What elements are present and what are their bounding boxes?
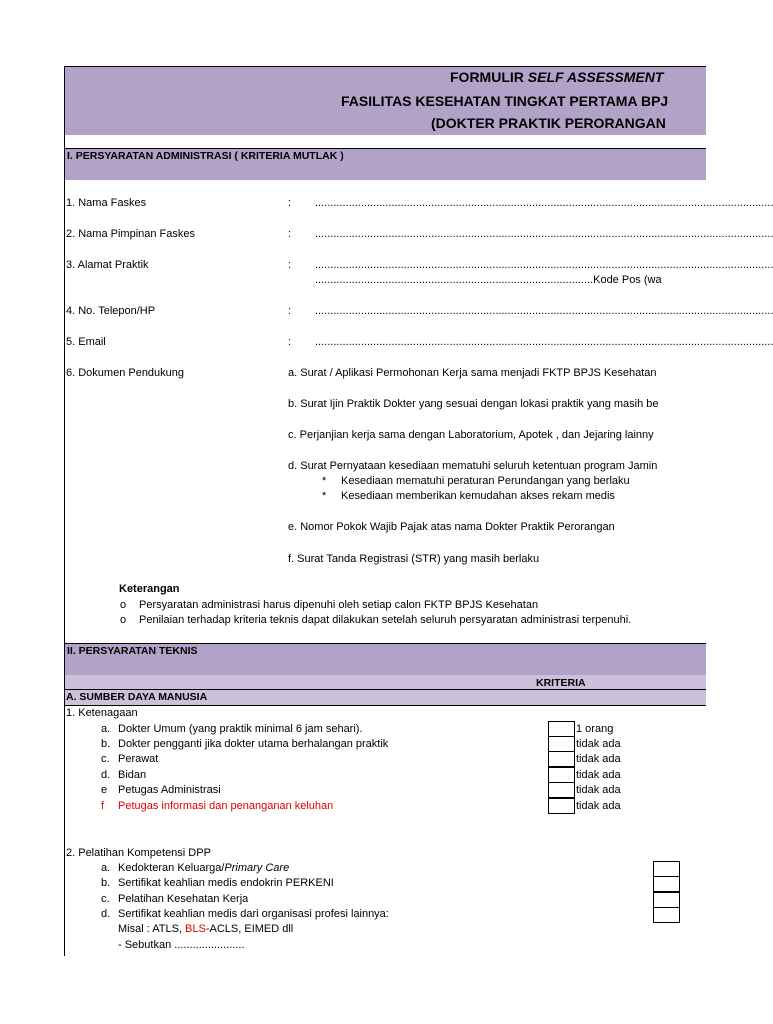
field-input-nama-faskes[interactable]: ...................................................................................................................................................... — [315, 197, 773, 209]
misal-bls: BLS — [185, 923, 206, 935]
bullet-star: * — [322, 475, 327, 487]
note-bullet: o — [120, 599, 127, 611]
sheet-left-border — [64, 66, 65, 956]
value-dokter-umum: 1 orang — [576, 723, 614, 735]
bullet-star: * — [322, 490, 327, 502]
doc-item-a: a. Surat / Aplikasi Permohonan Kerja sama menjadi FKTP BPJS Kesehatan — [288, 367, 657, 379]
ketenagaan-perawat: Perawat — [118, 753, 159, 765]
field-label-nama-pimpinan: 2. Nama Pimpinan Faskes — [66, 228, 195, 240]
pelatihan-title: 2. Pelatihan Kompetensi DPP — [66, 847, 211, 859]
field-colon: : — [288, 259, 292, 271]
field-label-email: 5. Email — [66, 336, 106, 348]
field-label-telepon: 4. No. Telepon/HP — [66, 305, 156, 317]
subsection-a-top-line — [65, 689, 706, 690]
field-label-nama-faskes: 1. Nama Faskes — [66, 197, 147, 209]
field-colon: : — [288, 336, 292, 348]
form-header — [65, 66, 706, 135]
field-label-alamat: 3. Alamat Praktik — [66, 259, 149, 271]
field-input-nama-pimpinan[interactable]: ...................................................................................................................................................... — [315, 228, 773, 240]
field-input-alamat[interactable]: ...................................................................................................................................................... — [315, 259, 773, 271]
form-title-line1 — [450, 69, 663, 85]
subsection-a-title: A. SUMBER DAYA MANUSIA — [66, 691, 208, 703]
pelatihan-organisasi-profesi: Sertifikat keahlian medis dari organisasi profesi lainnya: — [118, 908, 389, 920]
subsection-a-bottom-line — [65, 705, 706, 706]
ketenagaan-dokter-pengganti: Dokter pengganti jika dokter utama berhalangan praktik — [118, 738, 389, 750]
value-perawat: tidak ada — [576, 753, 621, 765]
ketenagaan-petugas-administrasi: Petugas Administrasi — [118, 784, 221, 796]
checkbox-dokter-umum[interactable] — [548, 721, 575, 737]
doc-item-d: d. Surat Pernyataan kesediaan mematuhi seluruh ketentuan program Jamin — [288, 460, 658, 472]
row-letter: b. — [101, 738, 111, 750]
pelatihan-a-italic: Primary Care — [224, 862, 290, 874]
pelatihan-a-text: Kedokteran Keluarga/ — [118, 862, 225, 874]
checkbox-bidan[interactable] — [548, 767, 575, 783]
field-input-telepon[interactable]: ...................................................................................................................................................... — [315, 305, 773, 317]
field-input-email[interactable]: ...................................................................................................................................................... — [315, 336, 773, 348]
section1-header — [65, 149, 706, 180]
section2-header — [65, 644, 706, 675]
ketenagaan-bidan: Bidan — [118, 769, 147, 781]
form-title-line2: FASILITAS KESEHATAN TINGKAT PERTAMA BPJ — [341, 93, 669, 109]
pelatihan-perkeni: Sertifikat keahlian medis endokrin PERKENI — [118, 877, 334, 889]
doc-item-f: f. Surat Tanda Registrasi (STR) yang masih berlaku — [288, 553, 540, 565]
doc-item-c: c. Perjanjian kerja sama dengan Laboratorium, Apotek , dan Jejaring lainny — [288, 429, 654, 441]
row-letter: d. — [101, 769, 111, 781]
checkbox-dokter-pengganti[interactable] — [548, 736, 575, 752]
value-bidan: tidak ada — [576, 769, 621, 781]
checkbox-perawat[interactable] — [548, 751, 575, 767]
row-letter: c. — [101, 753, 110, 765]
checkbox-pelatihan-d[interactable] — [653, 907, 680, 923]
field-colon: : — [288, 305, 292, 317]
value-dokter-pengganti: tidak ada — [576, 738, 621, 750]
row-letter: a. — [101, 723, 111, 735]
checkbox-pelatihan-a[interactable] — [653, 861, 680, 877]
value-petugas-administrasi: tidak ada — [576, 784, 621, 796]
docs-label: 6. Dokumen Pendukung — [66, 367, 185, 379]
form-title-line3: (DOKTER PRAKTIK PERORANGAN — [431, 115, 666, 131]
doc-item-e: e. Nomor Pokok Wajib Pajak atas nama Dokter Praktik Perorangan — [288, 521, 615, 533]
doc-item-b: b. Surat Ijin Praktik Dokter yang sesuai dengan lokasi praktik yang masih be — [288, 398, 659, 410]
checkbox-pelatihan-c[interactable] — [653, 892, 680, 908]
title-italic: SELF ASSESSMENT — [527, 69, 664, 85]
row-letter: c. — [101, 893, 110, 905]
note-title: Keterangan — [119, 583, 180, 595]
kriteria-header: KRITERIA — [536, 677, 586, 689]
pelatihan-misal — [118, 923, 293, 935]
misal-suffix: -ACLS, EIMED dll — [205, 923, 294, 935]
ketenagaan-title: 1. Ketenagaan — [66, 707, 138, 719]
checkbox-petugas-administrasi[interactable] — [548, 782, 575, 798]
checkbox-pelatihan-b[interactable] — [653, 876, 680, 892]
checkbox-petugas-informasi[interactable] — [548, 798, 575, 814]
note-item-1: Persyaratan administrasi harus dipenuhi oleh setiap calon FKTP BPJS Kesehatan — [139, 599, 539, 611]
field-colon: : — [288, 228, 292, 240]
row-letter: d. — [101, 908, 111, 920]
title-prefix: FORMULIR — [450, 69, 524, 85]
row-letter: a. — [101, 862, 111, 874]
ketenagaan-dokter-umum: Dokter Umum (yang praktik minimal 6 jam sehari). — [118, 723, 363, 735]
doc-item-d-sub2: Kesediaan memberikan kemudahan akses rekam medis — [341, 490, 615, 502]
section1-title: I. PERSYARATAN ADMINISTRASI ( KRITERIA MUTLAK ) — [67, 150, 344, 162]
field-colon: : — [288, 197, 292, 209]
pelatihan-kedokteran-keluarga — [118, 862, 289, 874]
ketenagaan-petugas-informasi: Petugas informasi dan penanganan keluhan — [118, 800, 334, 812]
misal-prefix: Misal : ATLS, — [118, 923, 186, 935]
section2-title: II. PERSYARATAN TEKNIS — [67, 645, 198, 657]
note-item-2: Penilaian terhadap kriteria teknis dapat dilakukan setelah seluruh persyaratan administrasi terpenuhi. — [139, 614, 632, 626]
row-letter: e — [101, 784, 108, 796]
doc-item-d-sub1: Kesediaan mematuhi peraturan Perundangan yang berlaku — [341, 475, 630, 487]
pelatihan-kesehatan-kerja: Pelatihan Kesehatan Kerja — [118, 893, 249, 905]
note-bullet: o — [120, 614, 127, 626]
pelatihan-sebutkan-input[interactable]: - Sebutkan ....................... — [118, 939, 245, 951]
field-input-alamat-kodepos[interactable]: ...........................................................................................Kode Pos (wa — [315, 274, 662, 286]
value-petugas-informasi: tidak ada — [576, 800, 621, 812]
row-letter: f — [101, 800, 105, 812]
row-letter: b. — [101, 877, 111, 889]
